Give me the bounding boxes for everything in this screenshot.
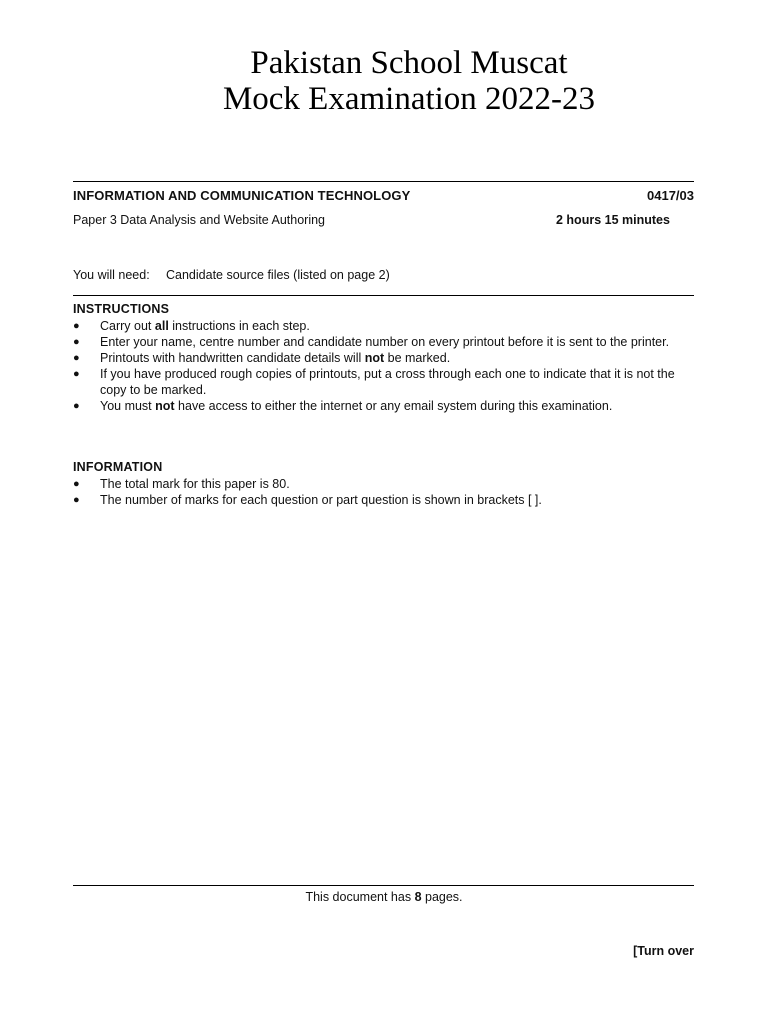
bullet-icon: ● (73, 352, 80, 364)
you-will-need-label: You will need: (73, 268, 150, 282)
paper-title: Paper 3 Data Analysis and Website Authoring (73, 213, 326, 227)
turn-over-label: [Turn over (633, 944, 694, 958)
bullet-icon: ● (73, 478, 80, 490)
instructions-heading: INSTRUCTIONS (73, 302, 170, 316)
bullet-icon: ● (73, 336, 80, 348)
footer-rule (73, 885, 694, 886)
instructions-rule (73, 295, 694, 296)
bullet-icon: ● (73, 368, 80, 380)
information-heading: INFORMATION (73, 460, 163, 474)
instructions-list (73, 318, 698, 414)
bullet-icon: ● (73, 400, 80, 412)
information-list (73, 476, 698, 508)
school-name: Pakistan School Muscat (250, 45, 568, 81)
bullet-icon: ● (73, 320, 80, 332)
list-item: ● Printouts with handwritten candidate details will not be marked. (73, 351, 451, 365)
top-rule (73, 181, 694, 182)
list-item: ● You must not have access to either the internet or any email system during this examination. (73, 399, 613, 413)
list-item: ● If you have produced rough copies of printouts, put a cross through each one to indicate that it is not the copy to be marked. (73, 367, 675, 397)
list-item: ● The total mark for this paper is 80. (73, 477, 290, 491)
subject-title: INFORMATION AND COMMUNICATION TECHNOLOGY (73, 188, 411, 203)
paper-code: 0417/03 (647, 188, 694, 203)
list-item: ● Carry out all instructions in each step. (73, 319, 310, 333)
list-item: ● Enter your name, centre number and candidate number on every printout before it is sent to the printer. (73, 335, 670, 349)
page-count-note: This document has 8 pages. (305, 890, 463, 904)
list-item: ● The number of marks for each question or part question is shown in brackets [ ]. (73, 493, 542, 507)
exam-name: Mock Examination 2022-23 (222, 81, 596, 117)
you-will-need-value: Candidate source files (listed on page 2) (166, 268, 390, 282)
bullet-icon: ● (73, 494, 80, 506)
exam-duration: 2 hours 15 minutes (556, 213, 670, 227)
